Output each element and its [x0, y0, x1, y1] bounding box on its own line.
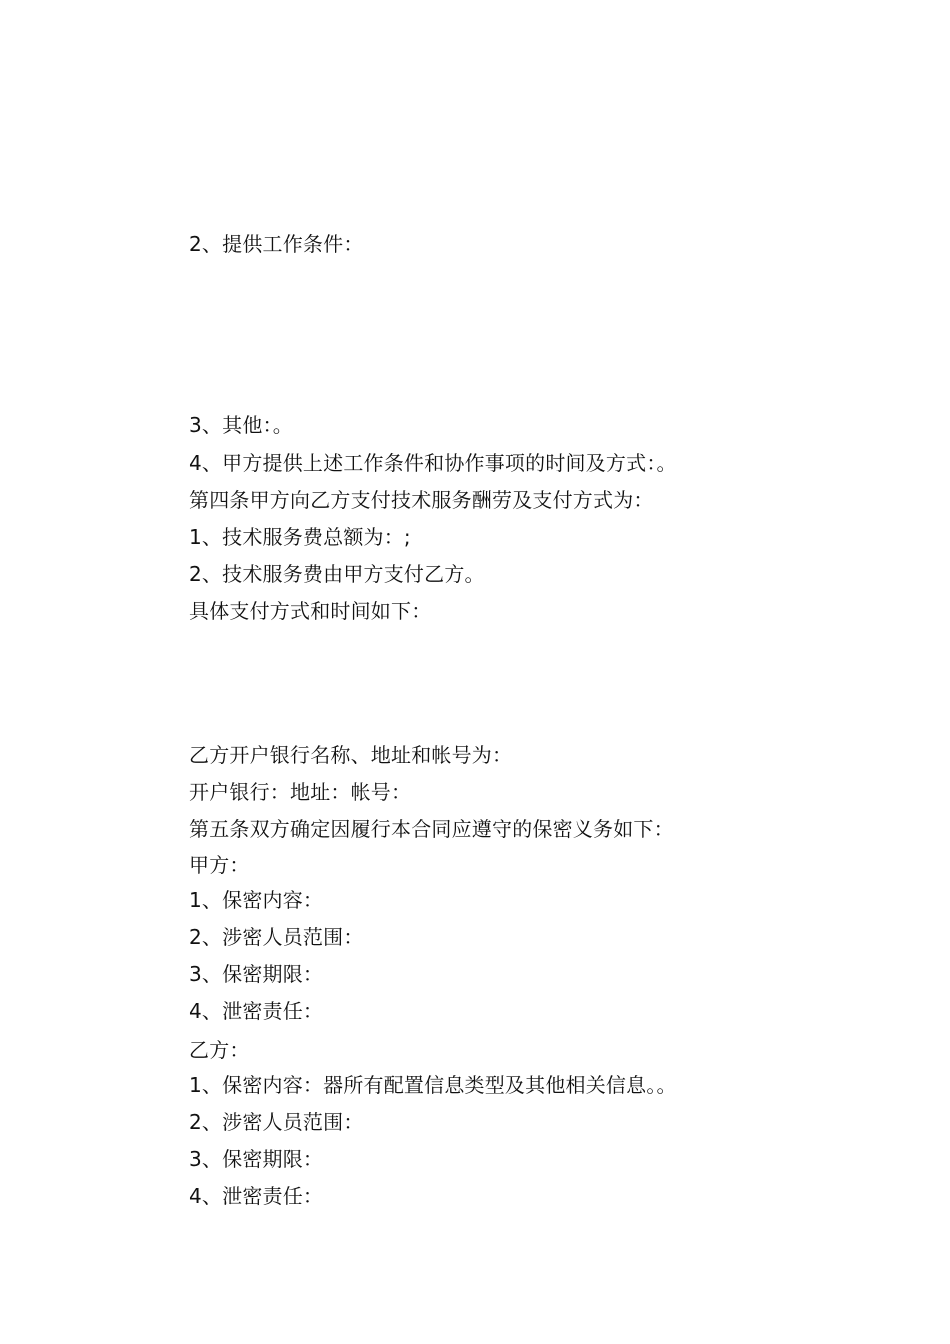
line-article-four-heading: 第四条甲方向乙方支付技术服务酬劳及支付方式为：	[189, 488, 654, 512]
line-party-a-confidential-content: 1、保密内容：	[189, 888, 324, 912]
line-party-b-confidential-content: 1、保密内容：器所有配置信息类型及其他相关信息。。	[189, 1073, 677, 1097]
line-party-a-heading: 甲方：	[189, 853, 250, 877]
line-party-b-confidential-period: 3、保密期限：	[189, 1147, 324, 1171]
line-bank-fields: 开户银行：地址：帐号：	[189, 780, 412, 804]
line-service-fee-total: 1、技术服务费总额为：;	[189, 525, 411, 549]
line-time-and-method: 4、甲方提供上述工作条件和协作事项的时间及方式：。	[189, 451, 677, 475]
line-payment-details: 具体支付方式和时间如下：	[189, 599, 432, 623]
line-party-b-personnel-scope: 2、涉密人员范围：	[189, 1110, 364, 1134]
line-party-b-leak-liability: 4、泄密责任：	[189, 1184, 324, 1208]
line-article-five-heading: 第五条双方确定因履行本合同应遵守的保密义务如下：	[189, 817, 674, 841]
line-party-a-confidential-period: 3、保密期限：	[189, 962, 324, 986]
line-bank-account-heading: 乙方开户银行名称、地址和帐号为：	[189, 743, 513, 767]
line-party-a-leak-liability: 4、泄密责任：	[189, 999, 324, 1023]
line-service-fee-payment: 2、技术服务费由甲方支付乙方。	[189, 562, 485, 586]
line-party-b-heading: 乙方：	[189, 1038, 250, 1062]
line-provide-work-conditions: 2、提供工作条件：	[189, 232, 364, 256]
line-other: 3、其他：。	[189, 413, 293, 437]
line-party-a-personnel-scope: 2、涉密人员范围：	[189, 925, 364, 949]
